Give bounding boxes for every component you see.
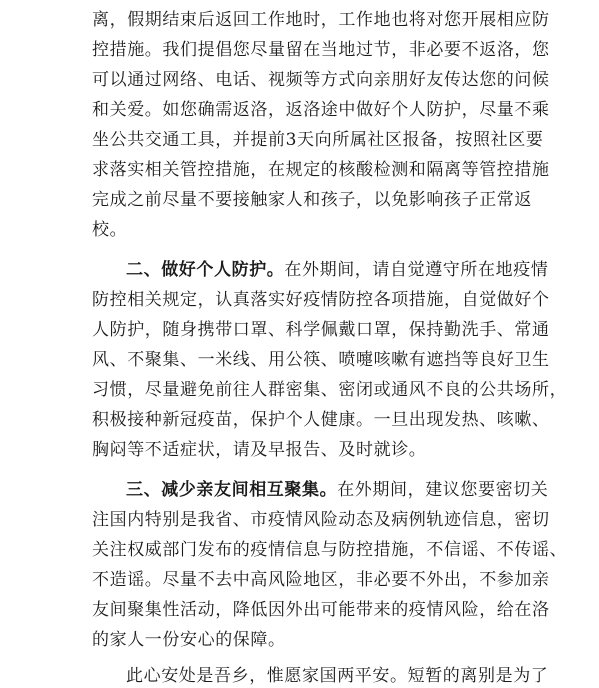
section-heading-personal-protection: 二、做好个人防护。 — [126, 260, 285, 280]
paragraph-4-line-1: 此心安处是吾乡，惟愿家国两平安。短暂的离别是为了 — [126, 666, 549, 686]
paragraph-3-line-3: 关注权威部门发布的疫情信息与防控措施，不信谣、不传谣、 — [92, 540, 568, 560]
paragraph-1-line-2: 控措施。我们提倡您尽量留在当地过节，非必要不返洛，您 — [92, 40, 550, 60]
paragraph-3-line-1-text: 在外期间，建议您要密切关 — [337, 480, 549, 500]
paragraph-1-line-1: 离，假期结束后返回工作地时，工作地也将对您开展相应防 — [92, 10, 550, 30]
paragraph-1-line-5: 坐公共交通工具，并提前3天向所属社区报备，按照社区要 — [92, 130, 544, 150]
section-heading-reduce-gatherings: 三、减少亲友间相互聚集。 — [126, 480, 338, 500]
paragraph-2-line-2: 防控相关规定，认真落实好疫情防控各项措施，自觉做好个 — [92, 290, 550, 310]
paragraph-2-line-6: 积极接种新冠疫苗，保护个人健康。一旦出现发热、咳嗽、 — [92, 410, 550, 430]
paragraph-1-line-7: 完成之前尽量不要接触家人和孩子，以免影响孩子正常返 — [92, 190, 532, 210]
paragraph-3-line-4: 不造谣。尽量不去中高风险地区，非必要不外出，不参加亲 — [92, 570, 550, 590]
paragraph-3-line-6: 的家人一份安心的保障。 — [92, 630, 286, 650]
paragraph-1-line-4: 和关爱。如您确需返洛，返洛途中做好个人防护，尽量不乘 — [92, 100, 550, 120]
paragraph-1-line-8: 校。 — [92, 220, 128, 240]
paragraph-2-line-1 — [126, 256, 549, 284]
paragraph-3-line-1 — [126, 476, 549, 504]
paragraph-1-line-6: 求落实相关管控措施，在规定的核酸检测和隔离等管控措施 — [92, 160, 550, 180]
paragraph-2-line-3: 人防护，随身携带口罩、科学佩戴口罩，保持勤洗手、常通 — [92, 320, 550, 340]
paragraph-2-line-1-text: 在外期间，请自觉遵守所在地疫情 — [284, 260, 549, 280]
paragraph-1-line-3: 可以通过网络、电话、视频等方式向亲朋好友传达您的问候 — [92, 70, 550, 90]
paragraph-2-line-7: 胸闷等不适症状，请及早报告、及时就诊。 — [92, 440, 427, 460]
paragraph-3-line-2: 注国内特别是我省、市疫情风险动态及病例轨迹信息，密切 — [92, 510, 550, 530]
paragraph-2-line-5: 习惯，尽量避免前往人群密集、密闭或通风不良的公共场所， — [92, 380, 568, 400]
paragraph-2-line-4: 风、不聚集、一米线、用公筷、喷嚏咳嗽有遮挡等良好卫生 — [92, 350, 550, 370]
paragraph-3-line-5: 友间聚集性活动，降低因外出可能带来的疫情风险，给在洛 — [92, 600, 550, 620]
